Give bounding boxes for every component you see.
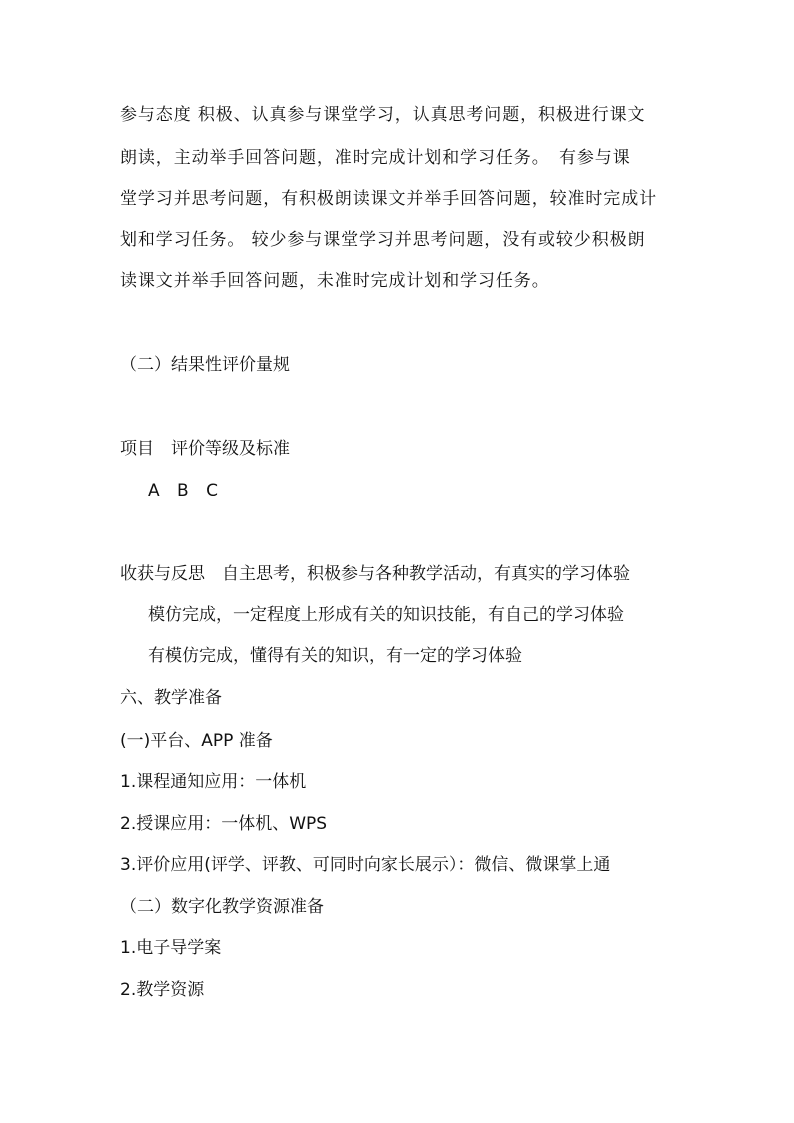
- resources-heading: （二）数字化教学资源准备: [120, 897, 324, 917]
- evaluation-line-1: 参与态度 积极、认真参与课堂学习，认真思考问题，积极进行课文: [120, 105, 646, 125]
- rubric-row-line-1: 收获与反思 自主思考，积极参与各种教学活动，有真实的学习体验: [120, 564, 630, 584]
- rubric-row-line-2: 模仿完成，一定程度上形成有关的知识技能，有自己的学习体验: [148, 605, 624, 625]
- result-rubric-heading: （二）结果性评价量规: [120, 355, 290, 375]
- rubric-project-header: 项目 评价等级及标准: [120, 439, 290, 459]
- platform-heading: (一)平台、APP 准备: [120, 731, 273, 751]
- teaching-prep-heading: 六、教学准备: [120, 688, 222, 708]
- rubric-row-line-3: 有模仿完成，懂得有关的知识，有一定的学习体验: [148, 646, 522, 666]
- platform-item-1: 1.课程通知应用：一体机: [120, 772, 307, 792]
- evaluation-line-5: 读课文并举手回答问题，未准时完成计划和学习任务。: [120, 271, 550, 291]
- rubric-grade-labels: A B C: [148, 481, 218, 501]
- resource-item-1: 1.电子导学案: [120, 938, 222, 958]
- evaluation-line-3: 堂学习并思考问题，有积极朗读课文并举手回答问题，较准时完成计: [120, 189, 657, 209]
- evaluation-line-2: 朗读，主动举手回答问题，准时完成计划和学习任务。 有参与课: [120, 148, 631, 168]
- resource-item-2: 2.教学资源: [120, 980, 205, 1000]
- evaluation-line-4: 划和学习任务。 较少参与课堂学习并思考问题，没有或较少积极朗: [120, 230, 646, 250]
- platform-item-2: 2.授课应用：一体机、WPS: [120, 814, 328, 834]
- platform-item-3: 3.评价应用(评学、评教、可同时向家长展示）：微信、微课掌上通: [120, 855, 611, 875]
